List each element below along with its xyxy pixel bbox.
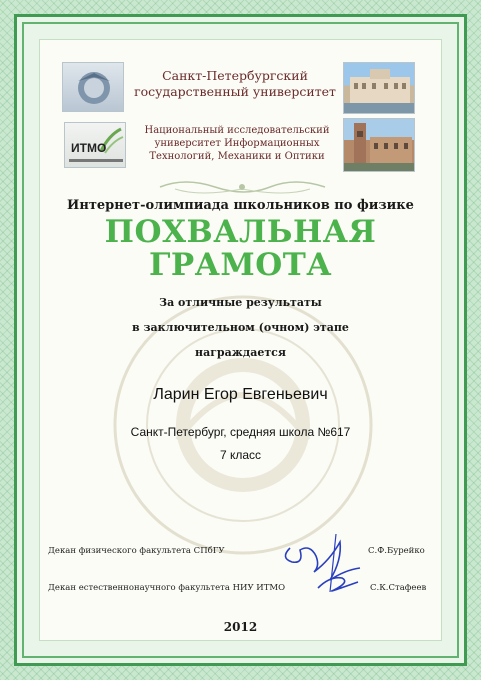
dean-spbgu-title: Декан физического факультета СПбГУ: [48, 546, 225, 556]
award-title-line2: ГРАМОТА: [148, 247, 333, 283]
ornament-divider: [155, 177, 330, 197]
dean-itmo-title: Декан естественнонаучного факультета НИУ ИТМО: [48, 583, 286, 593]
award-title-line1: ПОХВАЛЬНАЯ: [104, 214, 377, 250]
itmo-logo: [64, 122, 126, 168]
spbgu-emblem: [62, 62, 124, 112]
itmo-title: Национальный исследовательский университет Информационных Технологий, Механики и Оптики: [144, 125, 330, 162]
grade-info: 7 класс: [219, 448, 262, 462]
university-title: Санкт-Петербургский государственный университет: [134, 68, 336, 99]
spbgu-building-photo: [343, 62, 415, 114]
reason-line2: в заключительном (очном) этапе: [132, 321, 349, 334]
award-title: [40, 216, 441, 282]
winner-name: Ларин Егор Евгеньевич: [153, 386, 328, 403]
dean-itmo-name: С.К.Стафеев: [370, 583, 427, 593]
itmo-logo-text: ИТМО: [71, 141, 107, 155]
itmo-building-photo: [343, 118, 415, 172]
reason-line3: награждается: [195, 346, 286, 359]
school-info: Санкт-Петербург, средняя школа №617: [130, 425, 351, 439]
olympiad-title: Интернет-олимпиада школьников по физике: [67, 198, 414, 213]
dean-spbgu-name: С.Ф.Бурейко: [368, 546, 425, 556]
reason-line1: За отличные результаты: [159, 296, 322, 309]
certificate-year: 2012: [223, 620, 258, 634]
